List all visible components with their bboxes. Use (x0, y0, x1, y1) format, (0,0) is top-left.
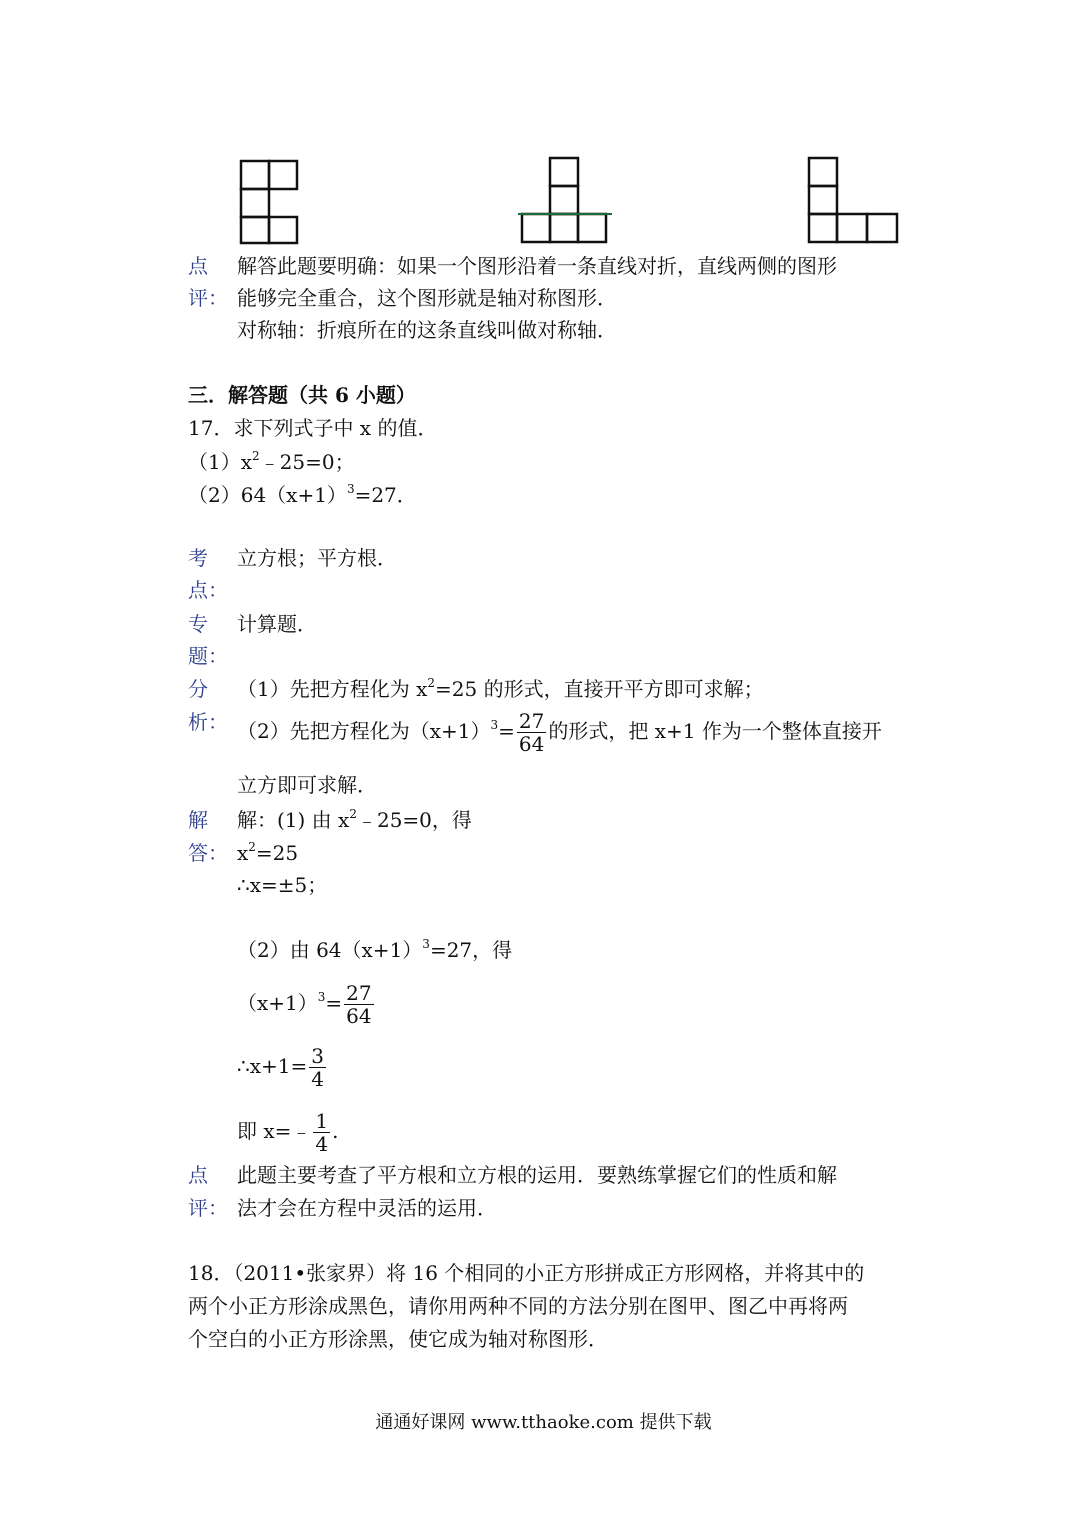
solution-line-5: $(x+1)^3=$ $\frac{27}{64}$ (237, 981, 372, 1028)
kaodian-text: 立方根；平方根． (237, 546, 397, 570)
fenxi-line-2: （2）先把方程化为$(x+1)^3=$ $\frac{27}{64}$ 的形式，把 x+1 作为一个整体直接开 (237, 709, 882, 756)
dianping-line-2: 法才会在方程中灵活的运用． (237, 1196, 497, 1220)
section-title: 三．解答题（共 6 小题） (188, 383, 416, 407)
fenxi-label-top: 分 (188, 677, 208, 701)
jieda-label-top: 解 (188, 808, 208, 832)
fig-middle (518, 155, 612, 247)
q18-line-1: 18．（2011•张家界）将 16 个相同的小正方形拼成正方形网格，并将其中的 (188, 1261, 865, 1285)
fraction-3-4: $\frac{3}{4}$ (311, 1044, 324, 1091)
q17-part-2: $(2)64(x+1)^3=27$． (188, 482, 417, 507)
fenxi-label-bottom: 析： (188, 710, 228, 734)
fig-left (238, 158, 302, 246)
kaodian-label-bottom: 点： (188, 578, 228, 602)
comment-line-3: 对称轴：折痕所在的这条直线叫做对称轴． (237, 318, 617, 342)
solution-line-6: ∴x+1= $\frac{3}{4}$ (237, 1044, 324, 1091)
zhuanti-label-bottom: 题： (188, 644, 228, 668)
comment-line-1: 解答此题要明确：如果一个图形沿着一条直线对折，直线两侧的图形 (237, 254, 837, 278)
q18-line-3: 个空白的小正方形涂黑，使它成为轴对称图形． (188, 1327, 608, 1351)
solution-line-3: ∴x=±5； (237, 873, 328, 897)
dianping-line-1: 此题主要考查了平方根和立方根的运用．要熟练掌握它们的性质和解 (237, 1163, 837, 1187)
dianping-label-top: 点 (188, 1163, 208, 1187)
fig-right (805, 155, 903, 247)
comment-label-bottom: 评： (188, 286, 228, 310)
page-footer: 通通好课网 www.tthaoke.com 提供下载 (375, 1412, 712, 1433)
q17-part-1: $(1)x^2﹣25=0$； (188, 449, 355, 474)
comment-line-2: 能够完全重合，这个图形就是轴对称图形． (237, 286, 617, 310)
fenxi-line-1: （1）先把方程化为 $x^2=25$ 的形式，直接开平方即可求解； (237, 676, 764, 701)
q17-stem: 17．求下列式子中 x 的值． (188, 416, 438, 440)
zhuanti-text: 计算题． (237, 612, 317, 636)
comment-label-top: 点 (188, 254, 208, 278)
zhuanti-label-top: 专 (188, 612, 208, 636)
solution-line-1: 解：(1) 由 $x^2﹣25=0$，得 (237, 807, 472, 832)
solution-line-7: 即 x=﹣ $\frac{1}{4}$ . (237, 1109, 339, 1156)
fenxi-line-3: 立方即可求解． (237, 773, 377, 797)
kaodian-label-top: 考 (188, 546, 208, 570)
q18-line-2: 两个小正方形涂成黑色，请你用两种不同的方法分别在图甲、图乙中再将两 (188, 1294, 848, 1318)
fraction-27-64: $\frac{27}{64}$ (518, 709, 545, 756)
solution-line-2: $x^2=25$ (237, 840, 299, 865)
fraction-1-4: $\frac{1}{4}$ (315, 1109, 329, 1156)
fraction-27-64-b: $\frac{27}{64}$ (346, 981, 372, 1028)
dianping-label-bottom: 评： (188, 1196, 228, 1220)
jieda-label-bottom: 答： (188, 841, 228, 865)
solution-line-4: （2）由 $64(x+1)^3=27$，得 (237, 937, 513, 962)
